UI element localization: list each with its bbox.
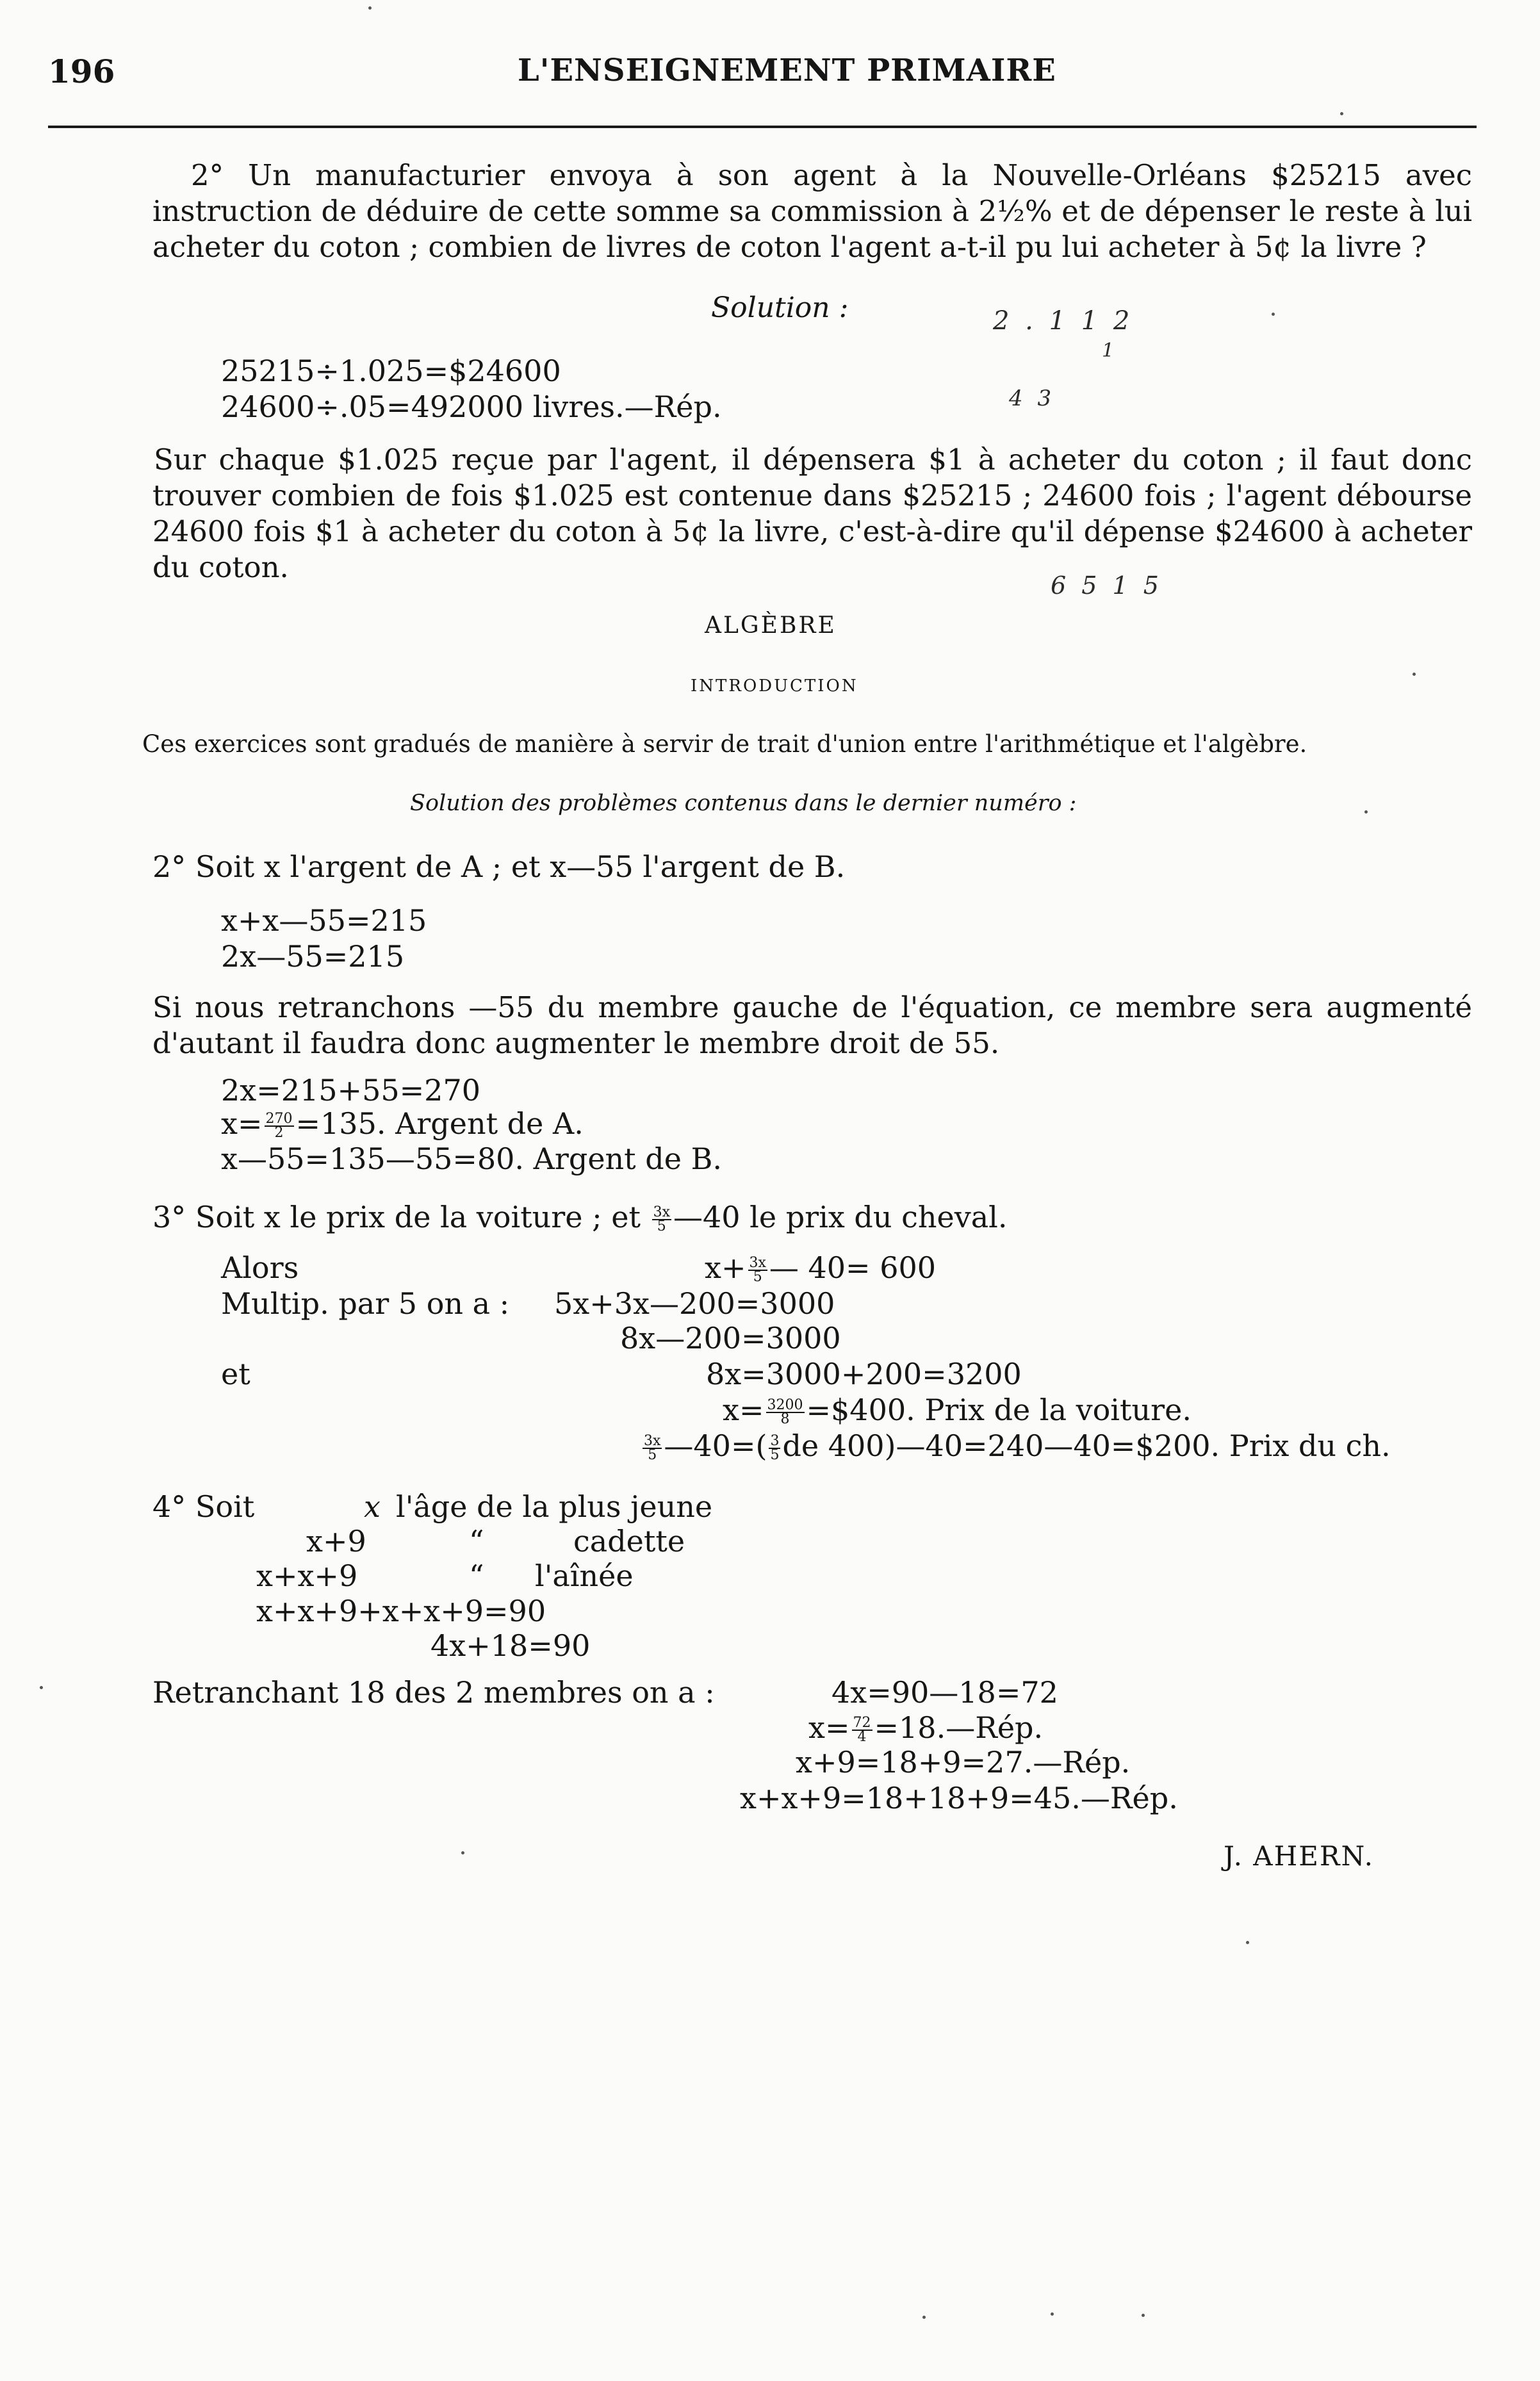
running-title: L'ENSEIGNEMENT PRIMAIRE [518, 53, 1056, 88]
q3-line6-fraction [643, 1435, 662, 1462]
ink-speck [1142, 2314, 1145, 2317]
signature: J. AHERN. [1224, 1840, 1374, 1872]
q3-line1-a: x+ [705, 1250, 746, 1285]
q2-eq3: 2x=215+55=270 [221, 1073, 480, 1108]
problem2-eq1: 25215÷1.025=$24600 [221, 354, 561, 388]
q3-line1-den: 5 [753, 1269, 762, 1285]
q4-s2-num: 72 [853, 1715, 871, 1731]
q2-eq4-den: 2 [274, 1125, 284, 1141]
q3-statement-a: 3° Soit x le prix de la voiture ; et [152, 1200, 641, 1234]
algebra-intro: Ces exercices sont gradués de manière à servir de trait d'union entre l'arithmétique et l'algèbre. [142, 730, 1307, 758]
q3-line1-num: 3x [749, 1255, 766, 1271]
q4-r1-expr: x [364, 1489, 381, 1524]
ink-speck [922, 2316, 926, 2319]
q4-s2-fraction [852, 1717, 872, 1744]
algebra-heading: ALGÈBRE [705, 612, 837, 639]
pencil-mark-1: 2 . 1 1 2 [993, 306, 1134, 336]
q4-s2 [808, 1710, 1043, 1745]
solution-label: Solution : [711, 291, 849, 324]
q2-statement: 2° Soit x l'argent de A ; et x—55 l'argent de B. [152, 849, 846, 884]
ink-speck [1364, 810, 1368, 814]
pencil-mark-3: 4 3 [1009, 386, 1056, 411]
q3-label-et: et [221, 1357, 250, 1391]
q2-eq4-num: 270 [265, 1111, 293, 1127]
q3-line6-a: —40=( [664, 1428, 767, 1463]
ink-speck [1340, 112, 1343, 115]
q3-line6 [641, 1428, 1391, 1463]
q4-r2-expr: x+9 [306, 1524, 366, 1559]
q3-line4: 8x=3000+200=3200 [706, 1357, 1022, 1391]
q3-line5-fraction [766, 1399, 805, 1426]
q2-eq1: x+x—55=215 [221, 903, 427, 938]
algebra-subheading: INTRODUCTION [691, 676, 858, 696]
ink-speck [1246, 1941, 1249, 1944]
q3-line6-fden: 5 [770, 1447, 780, 1463]
q4-r4: x+x+9+x+x+9=90 [256, 1594, 546, 1628]
q4-s3: x+9=18+9=27.—Rép. [796, 1745, 1131, 1780]
q2-eq4 [221, 1106, 584, 1141]
q3-statement-b: —40 le prix du cheval. [673, 1200, 1008, 1234]
q3-line5-post: =$400. Prix de la voiture. [806, 1393, 1192, 1427]
q3-line6-b: de 400)—40=240—40=$200. Prix du ch. [782, 1428, 1391, 1463]
q3-statement-den: 5 [657, 1218, 666, 1234]
q2-explanation: Si nous retranchons —55 du membre gauche de l'équation, ce membre sera augmenté d'autant il faudra donc augmenter le membre droit de 55. [152, 990, 1472, 1060]
q2-eq4-fraction [265, 1113, 294, 1140]
q2-eq4-pre: x= [221, 1106, 263, 1141]
q3-statement-fraction [652, 1206, 671, 1233]
q3-line6-fnum: 3 [770, 1433, 780, 1449]
q2-eq2: 2x—55=215 [221, 939, 405, 974]
q4-s2-den: 4 [857, 1729, 867, 1745]
q3-line5 [723, 1393, 1192, 1427]
ink-speck [1051, 2312, 1054, 2316]
q4-s1: 4x=90—18=72 [831, 1675, 1058, 1710]
q3-line5-den: 8 [780, 1411, 790, 1427]
q3-line6-den: 5 [648, 1447, 657, 1463]
pencil-mark-2: 1 [1102, 340, 1118, 362]
q4-s2-pre: x= [808, 1710, 850, 1745]
q4-r2-ditto: “ [469, 1524, 484, 1559]
q4-label: 4° Soit [152, 1489, 255, 1524]
pencil-mark-4: 6 5 1 5 [1051, 571, 1163, 600]
q3-line1-fraction [748, 1257, 767, 1284]
q3-line3: 8x—200=3000 [620, 1321, 841, 1355]
ink-speck [1272, 313, 1275, 316]
q4-r3-ditto: “ [469, 1559, 484, 1593]
q4-r2-text: cadette [573, 1524, 685, 1559]
q3-line5-num: 3200 [767, 1397, 803, 1413]
q2-eq5: x—55=135—55=80. Argent de B. [221, 1141, 722, 1176]
ink-speck [1413, 673, 1416, 676]
q4-r3-text: l'aînée [535, 1559, 634, 1593]
q4-r5: 4x+18=90 [430, 1628, 591, 1663]
q3-line2: 5x+3x—200=3000 [554, 1286, 835, 1321]
ink-speck [461, 1851, 464, 1854]
header-rule [48, 126, 1477, 128]
q3-label-alors: Alors [221, 1250, 299, 1285]
q3-line6-inner-fraction [769, 1435, 780, 1462]
q4-s4: x+x+9=18+18+9=45.—Rép. [740, 1781, 1178, 1815]
q3-line1-b: — 40= 600 [769, 1250, 937, 1285]
q4-s2-post: =18.—Rép. [874, 1710, 1044, 1745]
q4-r1-text: l'âge de la plus jeune [396, 1489, 713, 1524]
ink-speck [40, 1686, 43, 1689]
q3-line6-num: 3x [644, 1433, 661, 1449]
q3-statement [152, 1200, 1007, 1234]
page-number: 196 [48, 53, 115, 90]
q4-r3-expr: x+x+9 [256, 1559, 358, 1593]
solutions-label: Solution des problèmes contenus dans le dernier numéro : [410, 790, 1077, 816]
q3-statement-num: 3x [653, 1204, 670, 1220]
problem2-statement: 2° Un manufacturier envoya à son agent à la Nouvelle-Orléans $25215 avec instruction de déduire de cette somme sa commission à 2½% et de dépenser le reste à lui acheter du coton ; combien de livres de coton l'agent a-t-il pu lui acheter à 5¢ la livre ? [152, 158, 1472, 264]
q4-retranchant: Retranchant 18 des 2 membres on a : [152, 1675, 715, 1710]
q3-line1 [705, 1250, 936, 1285]
q3-label-multip: Multip. par 5 on a : [221, 1286, 510, 1321]
q3-line5-pre: x= [723, 1393, 764, 1427]
q2-eq4-post: =135. Argent de A. [295, 1106, 584, 1141]
ink-speck [368, 6, 372, 10]
problem2-explanation: Sur chaque $1.025 reçue par l'agent, il dépensera $1 à acheter du coton ; il faut donc trouver combien de fois $1.025 est contenue dans $25215 ; 24600 fois ; l'agent débourse 24600 fois $1 à acheter du coton à 5¢ la livre, c'est-à-dire qu'il dépense $24600 à acheter du coton. [152, 443, 1472, 584]
problem2-eq2: 24600÷.05=492000 livres.—Rép. [221, 389, 722, 424]
